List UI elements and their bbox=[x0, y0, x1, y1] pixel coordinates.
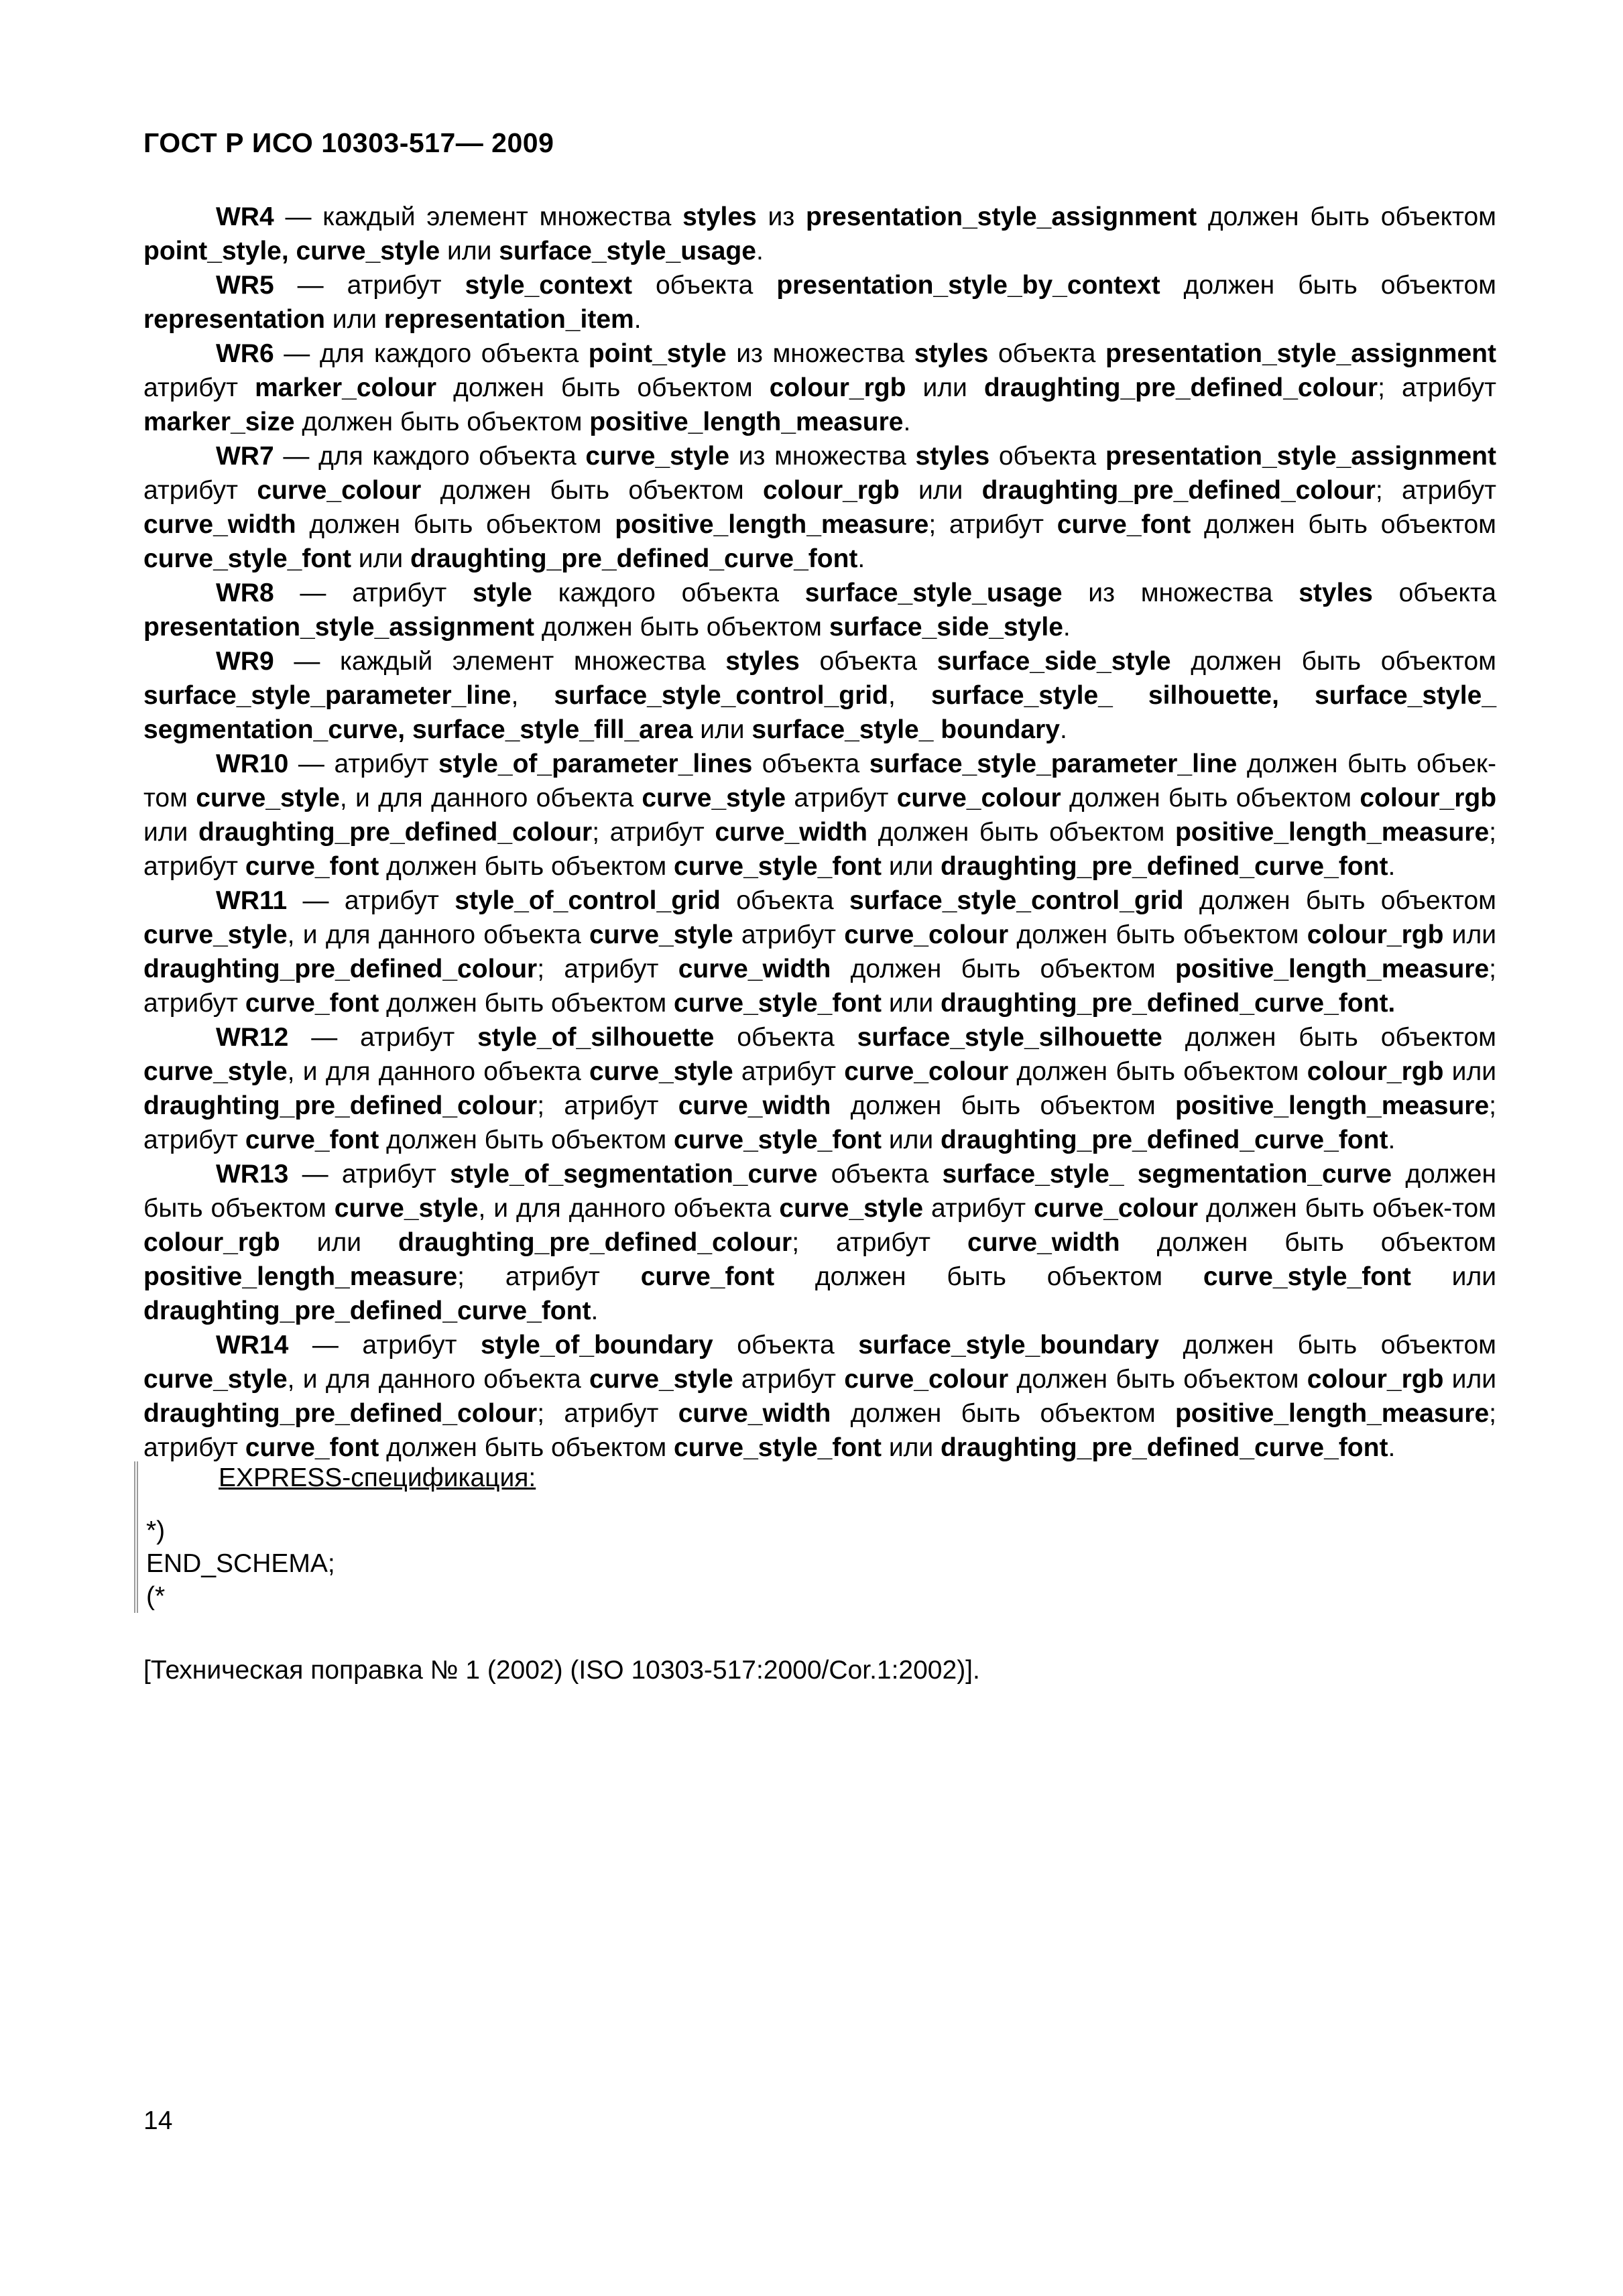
bold-term: presentation_style_assignment bbox=[1105, 339, 1496, 368]
express-specification bbox=[134, 1461, 749, 1613]
rule-paragraph bbox=[143, 884, 1496, 1020]
text-run: — атрибут bbox=[288, 749, 439, 778]
text-run: , и для данного объекта bbox=[339, 784, 642, 812]
bold-term: curve_style_font bbox=[674, 852, 882, 881]
text-run: или bbox=[882, 1126, 941, 1154]
bold-term: curve_style_font bbox=[674, 1433, 882, 1462]
bold-term: surface_style_usage bbox=[804, 579, 1063, 607]
text-run: или bbox=[280, 1228, 398, 1257]
bold-term: marker_size bbox=[143, 408, 295, 436]
text-run: должен быть объектом bbox=[1158, 1331, 1496, 1360]
text-run: , bbox=[511, 681, 554, 710]
text-run: , и для данного объекта bbox=[287, 1365, 589, 1394]
bold-term: draughting_pre_defined_colour bbox=[143, 1399, 538, 1428]
rule-paragraph bbox=[143, 200, 1496, 268]
text-run: или bbox=[1443, 1057, 1496, 1086]
bold-term: style bbox=[472, 579, 532, 607]
text-run: атрибут bbox=[143, 476, 257, 505]
bold-term: draughting_pre_defined_curve_font bbox=[410, 544, 858, 573]
text-run: ; атрибут bbox=[143, 955, 1496, 1018]
bold-term: styles bbox=[914, 339, 989, 368]
text-run: должен быть объектом bbox=[294, 408, 590, 436]
bold-term: WR12 bbox=[216, 1023, 289, 1052]
text-run: должен быть объектом bbox=[1183, 886, 1496, 915]
bold-term: curve_width bbox=[715, 818, 867, 847]
text-run: . bbox=[857, 544, 865, 573]
text-run: ; атрибут bbox=[143, 1091, 1496, 1154]
text-run: должен быть объектом bbox=[1162, 1023, 1496, 1052]
bold-term: representation_item bbox=[383, 305, 634, 334]
bold-term: curve_colour bbox=[844, 920, 1009, 949]
bold-term: positive_length_measure bbox=[143, 1262, 458, 1291]
bold-term: colour_rgb bbox=[769, 373, 906, 402]
text-run: должен быть объектом bbox=[867, 818, 1175, 847]
text-run: объекта bbox=[988, 339, 1105, 368]
text-run: должен быть объектом bbox=[534, 613, 829, 642]
bold-term: positive_length_measure bbox=[1175, 1399, 1490, 1428]
text-run: или bbox=[1443, 1365, 1496, 1394]
text-run: , bbox=[888, 681, 931, 710]
bold-term: curve_style_font bbox=[1203, 1262, 1411, 1291]
bold-term: marker_colour bbox=[255, 373, 437, 402]
text-run: или bbox=[351, 544, 410, 573]
rule-paragraph bbox=[143, 1157, 1496, 1328]
text-run: . bbox=[1388, 1126, 1396, 1154]
text-run: . bbox=[756, 237, 764, 265]
rule-paragraph bbox=[143, 439, 1496, 576]
bold-term: draughting_pre_defined_curve_font bbox=[941, 852, 1388, 881]
bold-term: point_style bbox=[588, 339, 727, 368]
text-run: ; атрибут bbox=[457, 1262, 641, 1291]
text-run: — атрибут bbox=[287, 886, 455, 915]
bold-term: curve_style bbox=[585, 442, 730, 471]
bold-term: positive_length_measure bbox=[1175, 955, 1490, 983]
bold-term: curve_style bbox=[143, 1365, 288, 1394]
bold-term: curve_width bbox=[967, 1228, 1120, 1257]
code-line: *) bbox=[146, 1516, 166, 1545]
text-run: или bbox=[882, 989, 941, 1018]
bold-term: WR14 bbox=[216, 1331, 289, 1360]
bold-term: curve_style bbox=[589, 1057, 733, 1086]
text-run: — атрибут bbox=[288, 1160, 450, 1189]
text-run: . bbox=[903, 408, 911, 436]
text-run: или bbox=[906, 373, 984, 402]
text-run: ; атрибут bbox=[537, 1399, 678, 1428]
text-run: — для каждого объекта bbox=[274, 442, 586, 471]
text-run: ; атрибут bbox=[143, 1399, 1496, 1462]
bold-term: curve_font bbox=[245, 989, 379, 1018]
bold-term: draughting_pre_defined_colour bbox=[398, 1228, 792, 1257]
text-run: , и для данного объекта bbox=[287, 1057, 589, 1086]
bold-term: style_of_control_grid bbox=[455, 886, 721, 915]
bold-term: colour_rgb bbox=[1360, 784, 1497, 812]
text-run: каждого объекта bbox=[532, 579, 805, 607]
text-run: , и для данного объекта bbox=[287, 920, 589, 949]
bold-term: curve_style bbox=[642, 784, 786, 812]
bold-term: curve_style bbox=[334, 1194, 479, 1223]
text-run: должен быть объектом bbox=[143, 1160, 1496, 1223]
bold-term: style_of_silhouette bbox=[477, 1023, 715, 1052]
bold-term: surface_style_silhouette bbox=[857, 1023, 1162, 1052]
rule-paragraph bbox=[143, 1020, 1496, 1157]
bold-term: style_context bbox=[465, 271, 632, 300]
text-run: . bbox=[634, 305, 642, 334]
text-run: . bbox=[1388, 1433, 1396, 1462]
bold-term: colour_rgb bbox=[1307, 920, 1444, 949]
bold-term: surface_style_parameter_line bbox=[143, 681, 512, 710]
document-header: ГОСТ Р ИСО 10303-517— 2009 bbox=[143, 127, 554, 158]
bold-term: draughting_pre_defined_colour bbox=[198, 818, 593, 847]
bold-term: style_of_parameter_lines bbox=[438, 749, 753, 778]
text-run: должен быть объектом bbox=[1061, 784, 1360, 812]
text-run: должен быть объек-том bbox=[143, 749, 1496, 812]
bold-term: surface_style_control_grid bbox=[554, 681, 888, 710]
bold-term: curve_colour bbox=[896, 784, 1061, 812]
text-run: — атрибут bbox=[288, 1331, 481, 1360]
text-run: ; атрибут bbox=[928, 510, 1057, 539]
text-run: атрибут bbox=[786, 784, 897, 812]
bold-term: surface_style_ boundary bbox=[752, 715, 1060, 744]
express-title: EXPRESS-спецификация: bbox=[219, 1463, 536, 1492]
text-run: или bbox=[693, 715, 752, 744]
bold-term: curve_width bbox=[678, 955, 831, 983]
text-run: объекта bbox=[799, 647, 937, 676]
bold-term: curve_style bbox=[589, 920, 733, 949]
bold-term: curve_font bbox=[640, 1262, 775, 1291]
bold-term: curve_font bbox=[245, 852, 379, 881]
text-run: объекта bbox=[713, 1331, 859, 1360]
text-run: ; атрибут bbox=[1375, 476, 1496, 505]
text-run: должен быть объектом bbox=[831, 1091, 1175, 1120]
text-run: — каждый элемент множества bbox=[274, 202, 683, 231]
bold-term: surface_style_ silhouette, surface_style_ segmentation_curve, surface_style_fill_area bbox=[143, 681, 1497, 744]
text-run: или bbox=[899, 476, 982, 505]
text-run: атрибут bbox=[733, 1057, 845, 1086]
bold-term: presentation_style_assignment bbox=[143, 613, 535, 642]
text-run: ; атрибут bbox=[1378, 373, 1497, 402]
bold-term: curve_colour bbox=[844, 1365, 1009, 1394]
bold-term: draughting_pre_defined_colour bbox=[981, 476, 1376, 505]
text-run: , и для данного объекта bbox=[478, 1194, 780, 1223]
text-run: атрибут bbox=[733, 920, 845, 949]
bold-term: surface_side_style bbox=[937, 647, 1171, 676]
text-run: . bbox=[591, 1296, 599, 1325]
text-run: из bbox=[756, 202, 806, 231]
bold-term: curve_style bbox=[143, 920, 288, 949]
text-run: — для каждого объекта bbox=[274, 339, 589, 368]
bold-term: draughting_pre_defined_colour bbox=[143, 955, 538, 983]
text-run: должен быть объектом bbox=[1170, 647, 1496, 676]
text-run: должен быть объектом bbox=[1160, 271, 1496, 300]
bold-term: style_of_segmentation_curve bbox=[450, 1160, 818, 1189]
text-run: из множества bbox=[726, 339, 914, 368]
text-run: . bbox=[1388, 852, 1396, 881]
rule-paragraph bbox=[143, 1328, 1496, 1465]
bold-term: curve_font bbox=[245, 1126, 379, 1154]
bold-term: colour_rgb bbox=[143, 1228, 280, 1257]
text-run: из множества bbox=[729, 442, 916, 471]
bold-term: surface_style_usage bbox=[499, 237, 756, 265]
bold-term: surface_style_parameter_line bbox=[869, 749, 1238, 778]
text-run: . bbox=[1059, 715, 1067, 744]
text-run: ; атрибут bbox=[592, 818, 715, 847]
bold-term: curve_colour bbox=[257, 476, 422, 505]
bold-term: curve_colour bbox=[844, 1057, 1009, 1086]
bold-term: styles bbox=[725, 647, 800, 676]
bold-term: curve_width bbox=[143, 510, 296, 539]
bold-term: draughting_pre_defined_curve_font bbox=[143, 1296, 591, 1325]
bold-term: curve_width bbox=[678, 1091, 831, 1120]
text-run: должен быть объектом bbox=[831, 1399, 1175, 1428]
bold-term: curve_colour bbox=[1034, 1194, 1198, 1223]
bold-term: curve_style bbox=[779, 1194, 924, 1223]
text-run: должен быть объектом bbox=[379, 852, 674, 881]
text-run: должен быть объектом bbox=[1008, 1365, 1307, 1394]
text-run: должен быть объектом bbox=[379, 989, 674, 1018]
bold-term: curve_style_font bbox=[674, 989, 882, 1018]
bold-term: WR11 bbox=[216, 886, 288, 915]
text-run: объекта bbox=[752, 749, 869, 778]
bold-term: surface_side_style bbox=[829, 613, 1063, 642]
bold-term: positive_length_measure bbox=[589, 408, 904, 436]
text-run: должен быть объек-том bbox=[1198, 1194, 1496, 1223]
rule-paragraph bbox=[143, 337, 1496, 439]
text-run: ; атрибут bbox=[143, 818, 1496, 881]
text-run: ; атрибут bbox=[792, 1228, 968, 1257]
text-run: ; атрибут bbox=[537, 955, 678, 983]
text-run: или bbox=[1443, 920, 1496, 949]
bold-term: positive_length_measure bbox=[1175, 818, 1490, 847]
bold-term: style_of_boundary bbox=[480, 1331, 713, 1360]
code-line: END_SCHEMA; bbox=[146, 1549, 335, 1578]
bold-term: WR9 bbox=[216, 647, 274, 676]
text-run: атрибут bbox=[143, 373, 255, 402]
text-run: — каждый элемент множества bbox=[274, 647, 726, 676]
text-run: или bbox=[440, 237, 499, 265]
bold-term: draughting_pre_defined_curve_font bbox=[941, 1126, 1388, 1154]
page-number: 14 bbox=[143, 2106, 173, 2135]
bold-term: styles bbox=[682, 202, 757, 231]
text-run: — атрибут bbox=[274, 271, 465, 300]
text-run: должен быть объектом bbox=[1197, 202, 1496, 231]
bold-term: surface_style_control_grid bbox=[849, 886, 1184, 915]
bold-term: curve_font bbox=[245, 1433, 379, 1462]
bold-term: curve_font bbox=[1057, 510, 1191, 539]
text-run: атрибут bbox=[733, 1365, 845, 1394]
text-run: должен быть объектом bbox=[421, 476, 763, 505]
rules-text bbox=[143, 200, 1496, 1465]
bold-term: WR4 bbox=[216, 202, 274, 231]
text-run: объекта bbox=[989, 442, 1105, 471]
text-run: должен быть объектом bbox=[1008, 1057, 1307, 1086]
bold-term: draughting_pre_defined_curve_font bbox=[941, 1433, 1388, 1462]
bold-term: surface_style_boundary bbox=[858, 1331, 1159, 1360]
bold-term: curve_style bbox=[196, 784, 340, 812]
bold-term: presentation_style_assignment bbox=[1105, 442, 1496, 471]
bold-term: WR7 bbox=[216, 442, 274, 471]
bold-term: styles bbox=[1299, 579, 1373, 607]
text-run: или bbox=[143, 818, 198, 847]
text-run: объекта bbox=[632, 271, 777, 300]
text-run: объекта bbox=[720, 886, 849, 915]
text-run: или bbox=[1410, 1262, 1496, 1291]
bold-term: representation bbox=[143, 305, 325, 334]
text-run: должен быть объектом bbox=[1008, 920, 1307, 949]
bold-term: draughting_pre_defined_colour bbox=[143, 1091, 538, 1120]
rule-paragraph bbox=[143, 747, 1496, 884]
text-run: должен быть объектом bbox=[379, 1433, 674, 1462]
text-run: ; атрибут bbox=[537, 1091, 678, 1120]
text-run: должен быть объектом bbox=[1120, 1228, 1496, 1257]
bold-term: point_style, curve_style bbox=[143, 237, 440, 265]
bold-term: WR10 bbox=[216, 749, 289, 778]
bold-term: surface_style_ segmentation_curve bbox=[942, 1160, 1392, 1189]
bold-term: draughting_pre_defined_colour bbox=[983, 373, 1378, 402]
bold-term: WR5 bbox=[216, 271, 274, 300]
text-run: объекта bbox=[714, 1023, 857, 1052]
bold-term: positive_length_measure bbox=[1175, 1091, 1490, 1120]
text-run: должен быть объектом bbox=[296, 510, 615, 539]
technical-correction-note: [Техническая поправка № 1 (2002) (ISO 10303-517:2000/Cor.1:2002)]. bbox=[143, 1656, 980, 1685]
text-run: должен быть объектом bbox=[831, 955, 1175, 983]
bold-term: presentation_style_by_context bbox=[776, 271, 1160, 300]
bold-term: curve_style_font bbox=[143, 544, 351, 573]
text-run: или bbox=[324, 305, 384, 334]
text-run: объекта bbox=[817, 1160, 943, 1189]
text-run: должен быть объектом bbox=[436, 373, 770, 402]
bold-term: curve_style bbox=[589, 1365, 733, 1394]
bold-term: presentation_style_assignment bbox=[806, 202, 1197, 231]
rule-paragraph bbox=[143, 644, 1496, 747]
text-run: или bbox=[882, 852, 941, 881]
text-run: должен быть объектом bbox=[379, 1126, 674, 1154]
text-run: — атрибут bbox=[274, 579, 473, 607]
text-run: — атрибут bbox=[288, 1023, 478, 1052]
bold-term: WR6 bbox=[216, 339, 274, 368]
text-run: должен быть объектом bbox=[1191, 510, 1496, 539]
bold-term: positive_length_measure bbox=[615, 510, 929, 539]
text-run: атрибут bbox=[923, 1194, 1034, 1223]
rule-paragraph bbox=[143, 576, 1496, 644]
bold-term: colour_rgb bbox=[1307, 1057, 1444, 1086]
text-run: должен быть объектом bbox=[774, 1262, 1203, 1291]
bold-term: WR13 bbox=[216, 1160, 289, 1189]
bold-term: curve_style_font bbox=[674, 1126, 882, 1154]
bold-term: colour_rgb bbox=[762, 476, 900, 505]
text-run: из множества bbox=[1062, 579, 1299, 607]
text-run: . bbox=[1063, 613, 1071, 642]
bold-term: curve_width bbox=[678, 1399, 831, 1428]
bold-term: styles bbox=[915, 442, 990, 471]
text-run: объекта bbox=[1372, 579, 1496, 607]
text-run: или bbox=[882, 1433, 941, 1462]
bold-term: colour_rgb bbox=[1307, 1365, 1444, 1394]
rule-paragraph bbox=[143, 268, 1496, 337]
bold-term: draughting_pre_defined_curve_font. bbox=[941, 989, 1396, 1018]
bold-term: curve_style bbox=[143, 1057, 288, 1086]
bold-term: WR8 bbox=[216, 579, 274, 607]
code-line: (* bbox=[146, 1582, 166, 1611]
